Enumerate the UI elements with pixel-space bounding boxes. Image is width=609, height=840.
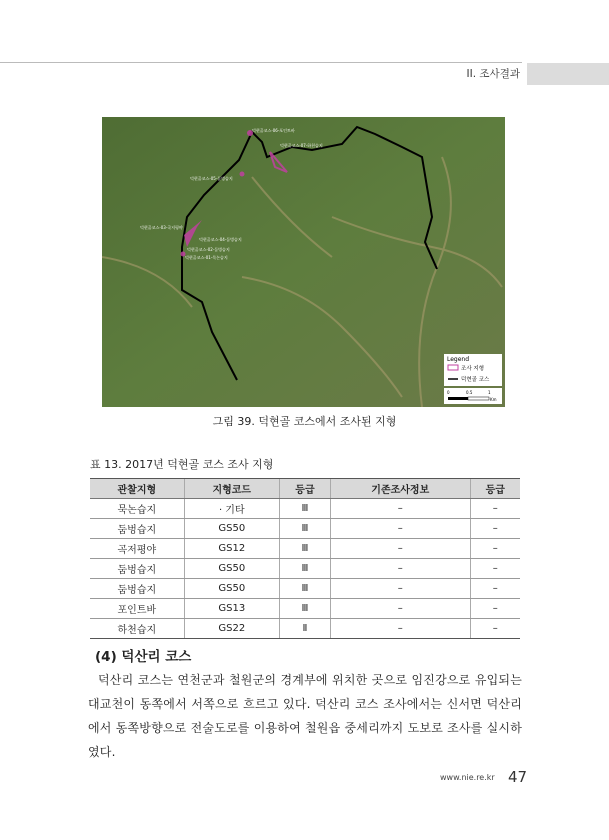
map-label: 덕현골코스-02-둠벙습지 bbox=[187, 247, 230, 252]
col-header: 관찰지형 bbox=[90, 479, 184, 499]
table-cell: GS50 bbox=[184, 559, 279, 579]
table-cell: 곡저평야 bbox=[90, 539, 184, 559]
section-paragraph: 덕산리 코스는 연천군과 철원군의 경계부에 위치한 곳으로 임진강으로 유입되는 대교천이 동쪽에서 서쪽으로 흐르고 있다. 덕산리 코스 조사에서는 신서면 덕산리에서 동쪽방향으로 전술도로를 이용하여 철원읍 중세리까지 도보로 조사를 실시하였다. bbox=[88, 673, 522, 759]
table-row bbox=[90, 499, 520, 519]
map-label: 덕현골코스-06-포인트바 bbox=[252, 128, 295, 133]
svg-text:Km: Km bbox=[490, 397, 497, 402]
table-cell: Ⅲ bbox=[279, 599, 330, 619]
map-label: 덕현골코스-01-묵논습지 bbox=[185, 255, 228, 260]
table-cell: – bbox=[331, 519, 471, 539]
landform-table bbox=[90, 478, 520, 639]
figure-caption: 그림 39. 덕현골 코스에서 조사된 지형 bbox=[212, 415, 397, 428]
table-cell: Ⅱ bbox=[279, 619, 330, 639]
table-cell: 포인트바 bbox=[90, 599, 184, 619]
table-cell: · 기타 bbox=[184, 499, 279, 519]
map-label: 덕현골코스-04-둠벙습지 bbox=[199, 237, 242, 242]
table-title: 표 13. 2017년 덕현골 코스 조사 지형 bbox=[90, 458, 274, 471]
table-cell: – bbox=[331, 599, 471, 619]
satellite-map bbox=[102, 117, 505, 407]
table-row bbox=[90, 559, 520, 579]
table-cell: Ⅲ bbox=[279, 579, 330, 599]
table-cell: 묵논습지 bbox=[90, 499, 184, 519]
table-cell: – bbox=[470, 619, 520, 639]
table-row bbox=[90, 579, 520, 599]
table-cell: – bbox=[331, 619, 471, 639]
table-row bbox=[90, 599, 520, 619]
svg-text:조사 지형: 조사 지형 bbox=[461, 366, 485, 372]
page-number: 47 bbox=[508, 768, 528, 786]
map-label: 덕현골코스-07-하천습지 bbox=[280, 143, 323, 148]
table-cell: Ⅲ bbox=[279, 519, 330, 539]
svg-text:1: 1 bbox=[488, 390, 491, 395]
map-label: 덕현골코스-03-곡저평야 bbox=[140, 225, 183, 230]
section-heading: (4) 덕산리 코스 bbox=[95, 649, 192, 665]
chapter-tab bbox=[527, 63, 609, 85]
col-header: 지형코드 bbox=[184, 479, 279, 499]
table-cell: – bbox=[470, 599, 520, 619]
svg-text:덕현골 코스: 덕현골 코스 bbox=[461, 377, 490, 383]
table-row bbox=[90, 619, 520, 639]
svg-text:0: 0 bbox=[447, 390, 450, 395]
table-cell: – bbox=[331, 559, 471, 579]
svg-text:0.5: 0.5 bbox=[466, 390, 473, 395]
table-cell: – bbox=[331, 499, 471, 519]
svg-text:Legend: Legend bbox=[447, 356, 470, 363]
table-cell: GS13 bbox=[184, 599, 279, 619]
table-cell: – bbox=[470, 559, 520, 579]
table-cell: – bbox=[470, 499, 520, 519]
footer-url: www.nie.re.kr bbox=[440, 773, 495, 782]
table-cell: – bbox=[470, 519, 520, 539]
map-label: 덕현골코스-05-둠벙습지 bbox=[190, 176, 233, 181]
chapter-title: II. 조사결과 bbox=[466, 68, 520, 80]
header-rule bbox=[0, 62, 522, 63]
table-row bbox=[90, 519, 520, 539]
table-cell: – bbox=[470, 579, 520, 599]
col-header: 기존조사정보 bbox=[331, 479, 471, 499]
table-cell: Ⅲ bbox=[279, 499, 330, 519]
table-cell: GS50 bbox=[184, 579, 279, 599]
table-cell: – bbox=[331, 579, 471, 599]
table-cell: 하천습지 bbox=[90, 619, 184, 639]
table-cell: – bbox=[331, 539, 471, 559]
table-cell: Ⅲ bbox=[279, 539, 330, 559]
table-cell: – bbox=[470, 539, 520, 559]
table-row bbox=[90, 539, 520, 559]
table-cell: GS50 bbox=[184, 519, 279, 539]
col-header: 등급 bbox=[279, 479, 330, 499]
col-header: 등급 bbox=[470, 479, 520, 499]
table-cell: GS12 bbox=[184, 539, 279, 559]
table-cell: GS22 bbox=[184, 619, 279, 639]
table-cell: Ⅲ bbox=[279, 559, 330, 579]
map-legend bbox=[444, 354, 502, 404]
table-cell: 둠벙습지 bbox=[90, 519, 184, 539]
table-cell: 둠벙습지 bbox=[90, 559, 184, 579]
table-cell: 둠벙습지 bbox=[90, 579, 184, 599]
